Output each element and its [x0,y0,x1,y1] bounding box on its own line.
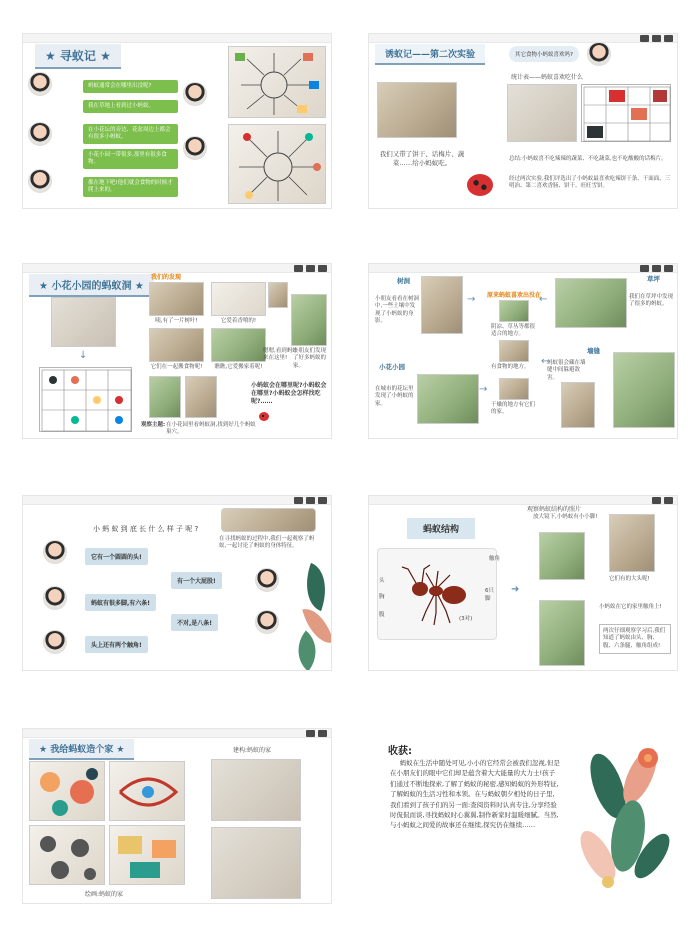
arrow-right-icon: → [479,384,488,395]
delete-icon[interactable] [664,265,673,272]
place-description: 小朋友看看在树洞中,一些土壤中发现了小蚂蚁的身影。 [375,296,420,325]
ant-part-label: 触角 [489,556,501,562]
answer-bubble: 我在草地上看到过小蚂蚁。 [83,100,178,113]
slide-title: 收获: [388,746,412,757]
question-bubble: 蚂蚁通常会在哪里出没呢? [83,80,178,93]
slide-title: 诱蚁记——第二次实验 [375,44,485,65]
delete-icon[interactable] [318,497,327,504]
slide-toolbar [369,264,677,273]
arrow-right-icon: ➜ [511,584,520,595]
chart-label: 统计表——蚂蚁喜欢吃什么 [511,74,584,81]
ladybug-icon [467,174,493,196]
finding-photo [149,328,204,362]
child-avatar [28,72,52,96]
habitat-photo [499,340,529,362]
arrow-right-icon: → [467,294,476,305]
lawn-photo [555,278,627,328]
building-caption: 建构:蚂蚁的家 [233,747,272,754]
place-description: 我们在草坪中发现了很多的蚂蚁。 [629,294,674,308]
slide-lure-experiment [368,33,678,209]
garden-photo [417,374,479,424]
photo-caption: 放大镜下,小蚂蚁有小小脚! [533,514,598,520]
arrow-left-icon: ← [541,356,550,367]
child-avatar [255,610,279,634]
slide-controls [306,730,327,737]
answer-bubble: 小花小园一带很多,那里有很多食物。 [83,149,178,169]
slide-controls [294,265,327,272]
child-photo [268,282,288,308]
copy-icon[interactable] [664,497,673,504]
child-drawing-photo [51,297,116,347]
ant-part-label: (3对) [459,616,473,622]
slide-toolbar [369,496,677,505]
slide-title: ★ 寻蚁记 ★ [35,44,121,69]
magnifier-photo [539,532,585,580]
slide-title: 蚂蚁结构 [407,518,475,539]
answer-bubble: 在小花坛的旁边、花盆周边上都会有很多小蚂蚁。 [83,124,178,144]
photo-caption: 它们有的大头呢! [609,576,650,582]
child-avatar [183,82,207,106]
slide-toolbar [23,729,331,738]
chart-sketch [40,368,133,433]
wall-crack-photo [561,382,595,428]
place-label: 草坪 [647,275,660,283]
copy-icon[interactable] [652,35,661,42]
child-avatar [28,169,52,193]
finding-photo [211,282,266,316]
photo-section-title: 观察蚂蚁结构的照片 [527,506,582,513]
finding-caption: 它们在一起搬食物呢! [150,364,203,370]
answer-bubble: 不对,是八条! [171,614,218,631]
slide-controls [640,35,673,42]
copy-icon[interactable] [652,265,661,272]
classroom-photo [507,84,577,142]
slide-ant-structure [368,495,678,671]
result-text: 总结:小蚂蚁喜不吃辣辣的蔬菜、不吃蔬菜,也不吃酸酸的话梅片。 [509,156,667,162]
place-label: 墙缝 [587,347,600,355]
slide-toolbar [23,496,331,505]
observation-note: 在寻找蚂蚁的过程中,我们一起观察了蚂蚁,一起讨论了蚂蚁的身体特征。 [219,536,315,550]
building-photo [211,827,301,899]
child-avatar [43,540,67,564]
section-label: 我们的发现 [151,274,182,281]
food-tally-chart [581,84,671,142]
slide-find-ants [22,33,332,209]
slide-controls [640,265,673,272]
habitat-photo [499,300,529,322]
observation-chart [39,367,132,432]
child-photo [609,514,655,572]
slide-controls [294,497,327,504]
arrow-down-icon: ↓ [79,350,88,361]
answer-bubble: 有一个大屁股! [171,572,222,589]
finding-photo [149,376,181,418]
edit-icon[interactable] [640,35,649,42]
edit-icon[interactable] [294,265,303,272]
slide-build-ant-home [22,728,332,904]
ant-part-label: 胸 [379,594,385,600]
finding-caption: 它爱着香喷的! [220,318,257,324]
leaf-art [568,736,674,901]
mindmap-drawing [228,124,326,204]
building-photo [211,759,301,821]
slide-question: 小 蚂 蚁 到 底 长 什 么 样 子 呢 ? [93,525,199,533]
mindmap-sketch [229,125,327,205]
slide-toolbar [23,34,331,43]
tally-grid [582,85,672,143]
slide-toolbar [369,34,677,43]
copy-icon[interactable] [306,497,315,504]
slide-title: ★ 我给蚂蚁造个家 ★ [29,739,134,760]
habitat-heading: 原来蚂蚁喜欢出没在 [487,292,542,299]
mindmap-sketch [229,47,327,119]
slide-title: ★ 小花小园的蚂蚁洞 ★ [29,274,154,297]
answer-bubble: 蚂蚁有很多脚,有六条! [85,594,156,611]
drawing-photo [109,825,185,885]
drawing-sketch [110,826,186,886]
place-label: 树洞 [397,277,410,285]
finding-photo [149,282,204,316]
drawing-photo [109,761,185,821]
child-avatar [43,630,67,654]
child-avatar [43,586,67,610]
question-bubble: 其它食物小蚂蚁喜欢吗? [509,46,579,62]
summary-box: 两次仔细观察学习后,我们知道了蚂蚁由头、胸、腹、六条腿、触角组成! [599,624,671,654]
arrow-left-icon: ← [539,294,548,305]
copy-icon[interactable] [318,730,327,737]
finding-caption: 嗯嗯,看到蚂蚁来在这里! [263,348,298,362]
habitat-text: 干燥的地方有它们的家。 [491,402,536,416]
photo-caption: 小蚂蚁在它的家里触角上! [599,604,662,610]
habitat-text: 阴凉、草丛等都很适合的地方。 [491,324,536,338]
drawing-caption: 绘画:蚂蚁的家 [85,891,124,898]
ant-part-label: 腹 [379,612,385,618]
child-avatar [255,568,279,592]
ant-illustration [378,549,501,641]
child-avatar [28,122,52,146]
child-photo [539,600,585,666]
place-description: 在城市的花坛里发现了小蚂蚁的家。 [375,386,414,407]
answer-bubble: 都在地下吧!他们就会食物的时候才爬上来的。 [83,177,178,197]
answer-bubble: 头上还有两个触角! [85,636,148,653]
observation-note: 在小花园里看蚂蚁洞,找到好几个蚂蚁巢穴。 [166,422,256,436]
finding-photo [185,376,217,418]
drawing-photo [29,825,105,885]
drawing-sketch [30,826,106,886]
finding-caption: 小朋友们发现了好多蚂蚁的家。 [293,348,327,369]
leaf-decoration [297,563,332,611]
slide-controls [652,497,673,504]
slide-ant-appearance [22,495,332,671]
question-text: 小蚂蚁会在哪里呢?小蚂蚁会在哪里?小蚂蚁会怎样找吃呢?…… [251,382,327,406]
harvest-text: 蚂蚁在生活中随处可见,小小的它经常会被我们忽视,但是在小朋友们的眼中它们却是蕴含着大大能量的大力士!孩子们通过不断地探索,了解了蚂蚁的秘密,感知蚂蚁的外形特征,了解蚂蚁的生活习性和本领。在与蚂蚁朝夕相处的日子里,我们看到了孩子们的另一面:查阅资料时认真专注,分享经验时侃侃而谈,寻找蚂蚁时心翼翼,制作新家时温暖细腻。当然,与小蚂蚁之间爱的故事还在继续,探究仍在继续…… [390,759,560,830]
ladybug-icon [259,412,269,421]
answer-bubble: 它有一个圆圆的头! [85,548,148,565]
child-photo [291,294,327,346]
drawing-sketch [30,762,106,822]
delete-icon[interactable] [664,35,673,42]
experiment-photo [377,82,457,138]
slide-ant-habitats [368,263,678,439]
finding-caption: 咦,有了一片树叶! [155,318,198,324]
edit-icon[interactable] [652,497,661,504]
habitat-text: 有食物的地方。 [491,364,530,370]
ant-diagram [377,548,497,640]
child-avatar [183,136,207,160]
ant-part-label: 头 [379,578,385,584]
place-label: 小花小园 [379,363,405,371]
edit-icon[interactable] [306,730,315,737]
edit-icon[interactable] [640,265,649,272]
child-avatar [587,42,611,66]
tree-hole-photo [421,276,463,334]
copy-icon[interactable] [306,265,315,272]
result-text: 经过两次实验,我们评选出了小蚂蚁最喜欢吃辣饼干条、干面面、三明治、第二喜欢香肠、饼干、旺旺雪饼。 [509,176,671,190]
edit-icon[interactable] [294,497,303,504]
ant-observation-photo [221,508,316,532]
experiment-caption: 我们又带了饼干、话梅片、蔬菜……给小蚂蚁吃。 [379,150,465,167]
drawing-photo [29,761,105,821]
slide-ant-holes [22,263,332,439]
finding-photo [211,328,266,362]
habitat-photo [499,378,529,400]
delete-icon[interactable] [318,265,327,272]
finding-caption: 瞧瞧,它爱搬家着呢! [214,364,263,370]
slide-harvest [368,728,678,904]
mindmap-drawing [228,46,326,118]
ant-part-label: 6只脚 [485,588,494,602]
drawing-sketch [110,762,186,822]
tropical-leaves-illustration [568,736,674,901]
place-description: 蚂蚁很会藏在墙缝中间躲避敌害。 [547,360,586,381]
wall-crack-photo [613,352,675,428]
observation-note-label: 观察主题: [141,422,166,428]
